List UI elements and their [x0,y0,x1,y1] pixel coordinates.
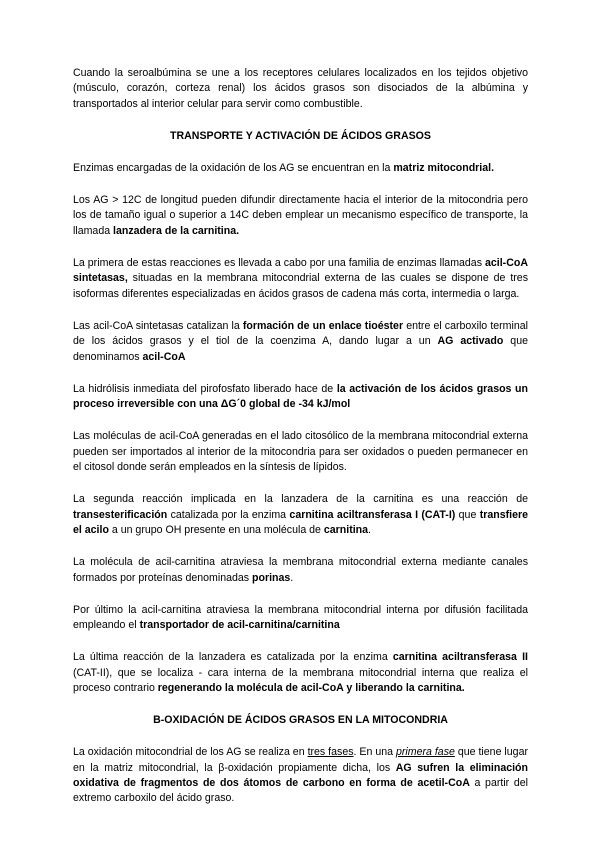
paragraph-transportador: Por último la acil-carnitina atraviesa la membrana mitocondrial interna por difusión facilitada empleando el transportador de acil-carnitina/carnitina [73,603,528,632]
paragraph-acil-coa-sintetasas: La primera de estas reacciones es llevada a cabo por una familia de enzimas llamadas acil-CoA sintetasas, situadas en la membrana mitocondrial externa de las cuales se dispone de tres isoformas diferentes especializadas en ácidos grasos de cadena más corta, intermedia o larga. [73,257,528,300]
section-heading-beta-oxidacion: Β-OXIDACIÓN DE ÁCIDOS GRASOS EN LA MITOCONDRIA [153,714,448,727]
paragraph-tioester: Las acil-CoA sintetasas catalizan la formación de un enlace tioéster entre el carboxilo terminal de los ácidos grasos y el tiol de la coenzima A, dando lugar a un AG activado que denominamos acil-CoA [73,319,528,363]
section-heading-transporte: TRANSPORTE Y ACTIVACIÓN DE ÁCIDOS GRASOS [170,129,431,142]
paragraph-hidrolisis: La hidrólisis inmediata del pirofosfato liberado hace de la activación de los ácidos grasos un proceso irreversible con una ΔG´0 global de -34 kJ/mol [73,382,528,411]
paragraph-seroalbumina: Cuando la seroalbúmina se une a los receptores celulares localizados en los tejidos objetivo (músculo, corazón, corteza renal) los ácidos grasos son disociados de la albúmina y transportados al interior celular para servir como combustible. [73,67,528,110]
paragraph-moleculas-acil-coa: Las moléculas de acil-CoA generadas en el lado citosólico de la membrana mitocondrial externa pueden ser importados al interior de la mitocondria para ser oxidados o pueden permanecer en el citosol donde serán empleados en la síntesis de lípidos. [73,430,528,474]
paragraph-porinas: La molécula de acil-carnitina atraviesa la membrana mitocondrial externa mediante canales formados por proteínas denominadas porinas. [73,556,528,584]
paragraph-longitud: Los AG > 12C de longitud pueden difundir directamente hacia el interior de la mitocondria pero los de tamaño igual o superior a 14C deben emplear un mecanismo específico de transporte, la llamada lanzadera de la carnitina. [73,194,528,237]
paragraph-tres-fases: La oxidación mitocondrial de los AG se realiza en tres fases. En una primera fase que tiene lugar en la matriz mitocondrial, la β-oxidación propiamente dicha, los AG sufren la eliminación oxidativa de fragmentos de dos átomos de carbono en forma de acetil-CoA a partir del extremo carboxilo del ácido graso. [73,746,528,805]
paragraph-transesterificacion: La segunda reacción implicada en la lanzadera de la carnitina es una reacción de transesterificación catalizada por la enzima carnitina aciltransferasa I (CAT-I) que transfiere el acilo a un grupo OH presente en una molécula de carnitina. [73,493,528,536]
paragraph-enzimas: Enzimas encargadas de la oxidación de los AG se encuentran en la matriz mitocondrial. [73,161,495,174]
paragraph-cat-ii: La última reacción de la lanzadera es catalizada por la enzima carnitina aciltransferasa II (CAT-II), que se localiza - cara interna de la membrana mitocondrial interna que realiza el proceso contrario regenerando la molécula de acil-CoA y liberando la carnitina. [73,651,528,695]
document-page [73,66,528,824]
